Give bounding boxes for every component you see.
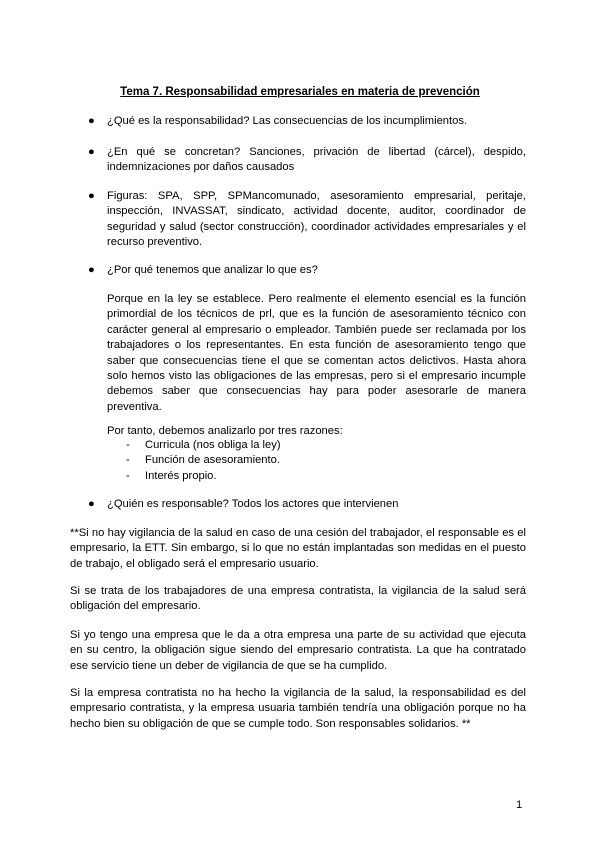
bullet-text: ¿Por qué tenemos que analizar lo que es? (107, 264, 318, 276)
bullet-item (88, 497, 526, 512)
explanation-paragraph: Porque en la ley se establece. Pero realmente el elemento esencial es la función primordial de los técnicos de prl, que es la función de asesoramiento técnico con carácter general al empresario o empleador. También puede ser reclamada por los trabajadores o los representantes. En esta función de asesoramiento tengo que saber que consecuencias tiene el que se comentan actos delictivos. Hasta ahora solo hemos visto las obligaciones de las empresas, pero si el empresario incumple debemos saber que consecuencias hay para poder asesorarle de manera preventiva. (107, 293, 526, 413)
reasons-intro: Por tanto, debemos analizarlo por tres razones: (107, 425, 343, 437)
page-title: Tema 7. Responsabilidad empresariales en materia de prevención (120, 86, 480, 98)
bullet-dot: ● (88, 190, 95, 202)
dash-marker: - (126, 469, 130, 482)
list-item-text: Función de asesoramiento. (145, 454, 280, 467)
bullet-item (88, 145, 526, 176)
body-paragraph: **Si no hay vigilancia de la salud en caso de una cesión del trabajador, el responsable es el empresario, la ETT. Sin embargo, si lo que no están implantadas son medidas en el puesto de trabajo, el obligado será el empresario usuario. (70, 527, 526, 570)
page-number: 1 (516, 799, 523, 811)
body-paragraph: Si se trata de los trabajadores de una empresa contratista, la vigilancia de la salud será obligación del empresario. (70, 585, 526, 613)
bullet-text: ¿En qué se concretan? Sanciones, privación de libertad (cárcel), despido, indemnizaciones por daños causados (107, 146, 526, 174)
dash-marker: - (126, 454, 130, 467)
list-item (107, 469, 407, 484)
list-item-text: Interés propio. (145, 469, 217, 482)
bullet-item (88, 263, 526, 278)
reasons-list (107, 438, 407, 484)
dash-marker: - (126, 439, 130, 451)
bullet-dot: ● (88, 146, 95, 158)
bullet-dot: ● (88, 115, 95, 127)
bullet-text: ¿Qué es la responsabilidad? Las consecuencias de los incumplimientos. (107, 115, 468, 127)
bullet-item (88, 189, 526, 251)
body-paragraph: Si la empresa contratista no ha hecho la vigilancia de la salud, la responsabilidad es del empresario contratista, y la empresa usuaria también tendría una obligación porque no ha hecho bien su obligación de que se cumple todo. Son responsables solidarios. ** (70, 687, 526, 730)
list-item (107, 438, 407, 453)
bullet-text: Figuras: SPA, SPP, SPMancomunado, asesoramiento empresarial, peritaje, inspección, INVASSAT, sindicato, actividad docente, auditor, coordinador de seguridad y salud (sector construcción), coordinador actividades empresariales y el recurso preventivo. (107, 190, 526, 249)
bullet-dot: ● (88, 498, 95, 510)
bullet-dot: ● (88, 264, 95, 276)
list-item-text: Curricula (nos obliga la ley) (145, 439, 281, 451)
list-item (107, 453, 407, 468)
bullet-item (88, 114, 526, 129)
bullet-text: ¿Quién es responsable? Todos los actores que intervienen (107, 498, 399, 510)
body-paragraph: Si yo tengo una empresa que le da a otra empresa una parte de su actividad que ejecuta en su centro, la obligación sigue siendo del empresario contratista. La que ha contratado ese servicio tiene un deber de vigilancia de que se ha cumplido. (70, 629, 526, 672)
